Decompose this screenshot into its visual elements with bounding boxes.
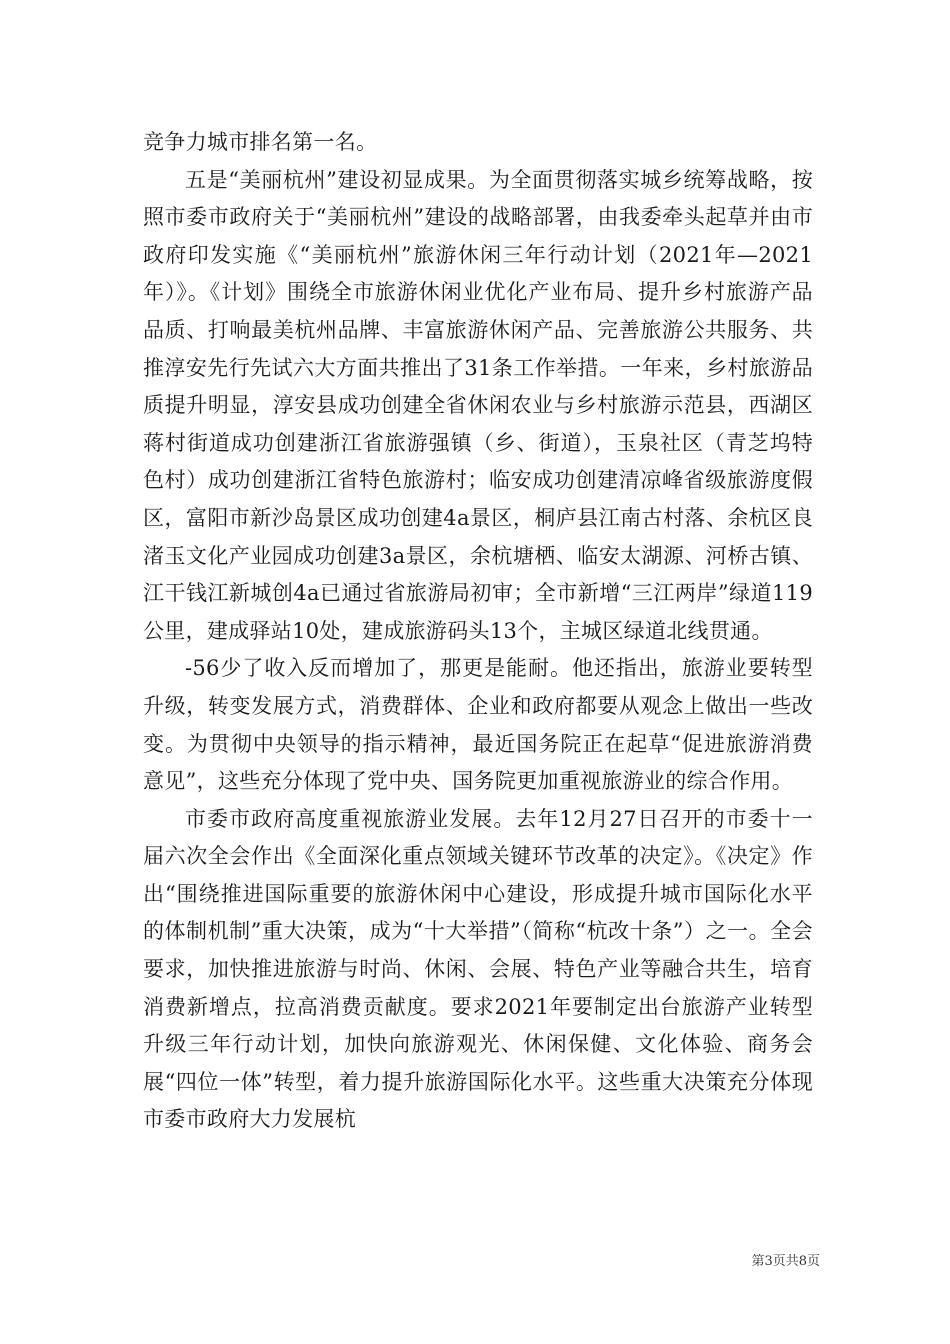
page-number-footer: 第3页共8页 xyxy=(751,1254,820,1269)
paragraph-beautiful-hangzhou: 五是“美丽杭州”建设初显成果。为全面贯彻落实城乡统筹战略，按照市委市政府关于“美丽杭州”建设的战略部署，由我委牵头起草并由市政府印发实施《“美丽杭州”旅游休闲三年行动计划（2021年—2021年）》。《计划》围绕全市旅游休闲业优化产业布局、提升乡村旅游产品品质、打响最美杭州品牌、丰富旅游休闲产品、完善旅游公共服务、共推淳安先行先试六大方面共推出了31条工作举措。一年来，乡村旅游品质提升明显，淳安县成功创建全省休闲农业与乡村旅游示范县，西湖区蒋村街道成功创建浙江省旅游强镇（乡、街道），玉泉社区（青芝坞特色村）成功创建浙江省特色旅游村；临安成功创建清凉峰省级旅游度假区，富阳市新沙岛景区成功创建4a景区，桐庐县江南古村落、余杭区良渚玉文化产业园成功创建3a景区，余杭塘栖、临安太湖源、河桥古镇、江干钱江新城创4a已通过省旅游局初审；全市新增“三江两岸”绿道119公里，建成驿站10处，建成旅游码头13个，主城区绿道北线贯通。 xyxy=(143,167,813,643)
document-body xyxy=(143,124,813,1139)
paragraph-municipal-decision: 市委市政府高度重视旅游业发展。去年12月27日召开的市委十一届六次全会作出《全面深化重点领域关键环节改革的决定》。《决定》作出“围绕推进国际重要的旅游休闲中心建设，形成提升城市国际化水平的体制机制”重大决策，成为“十大举措”（简称“杭改十条”）之一。全会要求，加快推进旅游与时尚、休闲、会展、特色产业等融合共生，培育消费新增点，拉高消费贡献度。要求2021年要制定出台旅游产业转型升级三年行动计划，加快向旅游观光、休闲保健、文化体验、商务会展“四位一体”转型，着力提升旅游国际化水平。这些重大决策充分体现市委市政府大力发展杭 xyxy=(143,806,813,1132)
paragraph-tourism-transformation: -56少了收入反而增加了，那更是能耐。他还指出，旅游业要转型升级，转变发展方式，消费群体、企业和政府都要从观念上做出一些改变。为贯彻中央领导的指示精神，最近国务院正在起草“促进旅游消费意见”，这些充分体现了党中央、国务院更加重视旅游业的综合作用。 xyxy=(143,656,813,794)
paragraph-continuation: 竞争力城市排名第一名。 xyxy=(143,130,378,154)
